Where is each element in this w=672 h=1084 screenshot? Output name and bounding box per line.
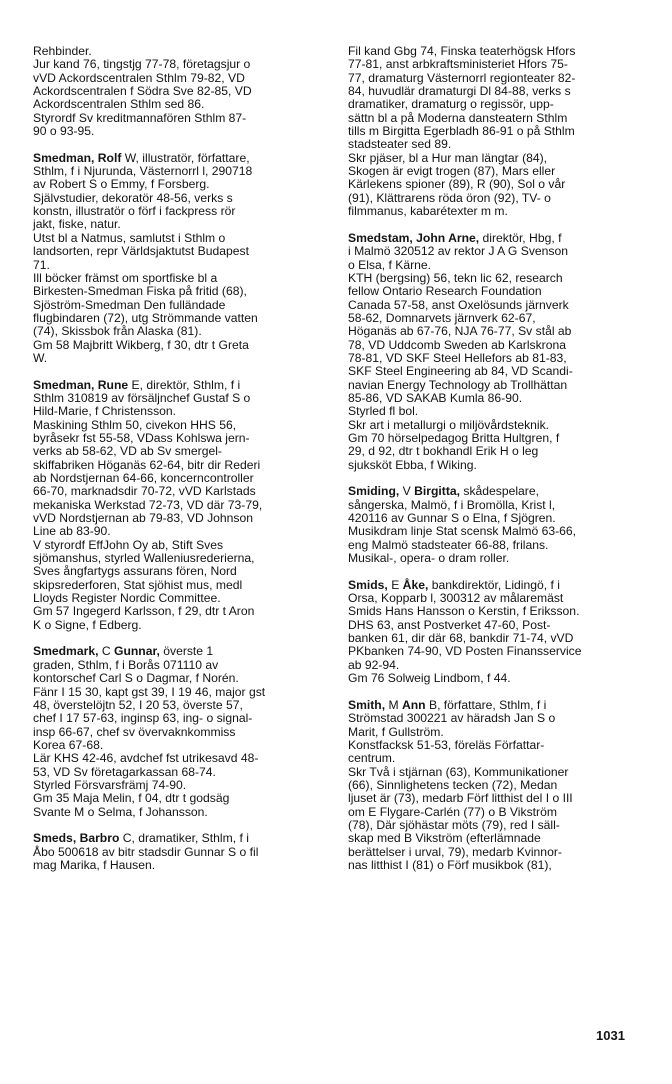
text-line xyxy=(348,365,642,378)
text-line xyxy=(348,699,642,712)
entry-surname: Smiding, xyxy=(348,484,400,499)
text-line xyxy=(33,766,327,779)
line-text: av Robert S o Emmy, f Forsberg. xyxy=(33,177,210,192)
text-line xyxy=(33,459,327,472)
line-text: Sthlm 310819 av försäljnchef Gustaf S o xyxy=(33,390,251,405)
line-text: Gm 76 Solweig Lindbom, f 44. xyxy=(348,671,511,686)
text-line xyxy=(348,539,642,552)
text-line xyxy=(33,485,327,498)
line-text: Ackordscentralen f Södra Sve 82-85, VD xyxy=(33,84,252,99)
text-line xyxy=(33,512,327,525)
text-line xyxy=(348,432,642,445)
text-line xyxy=(33,178,327,191)
text-line xyxy=(33,58,327,71)
line-text: fellow Ontario Research Foundation xyxy=(348,284,542,299)
text-line xyxy=(33,472,327,485)
entry-given-name: Rune xyxy=(97,377,129,392)
text-line xyxy=(33,806,327,819)
text-line xyxy=(33,832,327,845)
text-line xyxy=(348,859,642,872)
line-text: filmmanus, kabarétexter m m. xyxy=(348,204,508,219)
line-text: kontorschef Carl S o Dagmar, f Norén. xyxy=(33,671,239,686)
entry-given-name: M xyxy=(388,697,399,712)
text-line xyxy=(33,579,327,592)
text-line xyxy=(33,645,327,658)
text-line xyxy=(348,392,642,405)
line-text: Fänr I 15 30, kapt gst 39, I 19 46, major gst xyxy=(33,684,266,699)
line-text: banken 61, dir där 68, bankdir 71-74, vVD xyxy=(348,631,574,646)
text-line xyxy=(33,85,327,98)
entry-gap xyxy=(33,819,327,832)
text-line xyxy=(348,712,642,725)
text-line xyxy=(348,752,642,765)
line-text: Maskining Sthlm 50, civekon HHS 56, xyxy=(33,417,237,432)
line-text: Korea 67-68. xyxy=(33,737,104,752)
text-line xyxy=(348,85,642,98)
text-line xyxy=(348,325,642,338)
line-text: i Malmö 320512 av rektor J A G Svenson xyxy=(348,244,568,259)
line-text: Ackordscentralen Sthlm sed 86. xyxy=(33,97,205,112)
text-line xyxy=(348,779,642,792)
line-text: navian Energy Technology ab Trollhättan xyxy=(348,377,568,392)
text-line xyxy=(348,125,642,138)
line-text: flugbindaren (72), utg Strömmande vatten xyxy=(33,310,258,325)
line-text: nas litthist I (81) o Förf musikbok (81), xyxy=(348,857,552,872)
entry-gap xyxy=(348,472,642,485)
line-text: insp 66-67, chef sv övervaknkommiss xyxy=(33,724,236,739)
text-line xyxy=(33,259,327,272)
text-line xyxy=(348,846,642,859)
text-line xyxy=(348,379,642,392)
line-text: (74), Skissbok från Alaska (81). xyxy=(33,324,202,339)
text-line xyxy=(33,45,327,58)
line-text: sjömanshus, styrled Walleniusrederierna, xyxy=(33,551,255,566)
line-text: 66-70, marknadsdir 70-72, vVD Karlstads xyxy=(33,484,256,499)
biography-entry xyxy=(348,232,642,472)
biography-entry xyxy=(33,645,327,818)
text-line xyxy=(33,525,327,538)
line-text: PKbanken 74-90, VD Posten Finansservice xyxy=(348,644,582,659)
text-line xyxy=(348,672,642,685)
line-text: Orsa, Kopparb l, 300312 av målaremäst xyxy=(348,591,564,606)
entry-surname: Smedman, xyxy=(33,377,95,392)
entry-surname: Smids, xyxy=(348,577,388,592)
line-text: Lär KHS 42-46, avdchef fst utrikesavd 48- xyxy=(33,751,259,766)
text-line xyxy=(33,792,327,805)
line-text: vVD Nordstjernan ab 79-83, VD Johnson xyxy=(33,511,254,526)
line-text: ab Nordstjernan 64-66, koncerncontroller xyxy=(33,471,254,485)
line-text: Åbo 500618 av bitr stadsdir Gunnar S o fil xyxy=(33,844,259,859)
entry-gap xyxy=(33,365,327,378)
text-line xyxy=(33,499,327,512)
text-line xyxy=(348,178,642,191)
text-line xyxy=(33,539,327,552)
entry-gap xyxy=(33,632,327,645)
text-line xyxy=(348,739,642,752)
entry-given-name: Barbro xyxy=(79,831,120,846)
line-text: överste 1 xyxy=(159,644,214,659)
text-line xyxy=(348,806,642,819)
line-text: skådespelare, xyxy=(460,484,539,499)
text-line xyxy=(33,619,327,632)
text-line xyxy=(33,592,327,605)
text-line xyxy=(33,98,327,111)
text-line xyxy=(33,325,327,338)
entry-continuation xyxy=(33,45,327,138)
text-line xyxy=(33,312,327,325)
line-text: graden, Sthlm, f i Borås 071110 av xyxy=(33,657,219,672)
line-text: DHS 63, anst Postverket 47-60, Post- xyxy=(348,617,551,632)
line-text: konstn, illustratör o förf i fackpress rör xyxy=(33,204,236,219)
line-text: W, illustratör, författare, xyxy=(121,150,250,165)
text-line xyxy=(348,192,642,205)
entry-given-name: Rolf xyxy=(97,150,122,165)
line-text: centrum. xyxy=(348,751,396,766)
text-line xyxy=(33,285,327,298)
text-line xyxy=(348,726,642,739)
biography-entry xyxy=(348,485,642,565)
text-line xyxy=(348,339,642,352)
text-line xyxy=(33,339,327,352)
line-text: Höganäs ab 67-76, NJA 76-77, Sv stål ab xyxy=(348,324,572,339)
line-text: Styrled Försvarsfrämj 74-90. xyxy=(33,777,187,792)
text-line xyxy=(33,565,327,578)
line-text: Marit, f Gullström. xyxy=(348,724,444,739)
line-text: W. xyxy=(33,350,48,365)
line-text: Konstfacksk 51-53, föreläs Författar- xyxy=(348,737,545,752)
biography-entry xyxy=(348,699,642,872)
line-text: Styrordf Sv kreditmannafören Sthlm 87- xyxy=(33,110,247,125)
line-text: Gm 35 Maja Melin, f 04, dtr t godsäg xyxy=(33,791,230,806)
line-text: 77-81, anst arbkraftsministeriet Hfors 75- xyxy=(348,57,568,72)
line-text: Skr Två i stjärnan (63), Kommunikationer xyxy=(348,764,569,779)
text-line xyxy=(33,72,327,85)
biography-entry xyxy=(33,832,327,872)
entry-call-name: Birgitta, xyxy=(414,484,460,499)
line-text: chef I 17 57-63, inginsp 63, ing- o signal- xyxy=(33,711,253,726)
entry-surname: Smith, xyxy=(348,697,386,712)
text-line xyxy=(33,392,327,405)
line-text: E, direktör, Sthlm, f i xyxy=(128,377,241,392)
text-line xyxy=(348,152,642,165)
biography-entry xyxy=(348,579,642,686)
text-line xyxy=(33,686,327,699)
text-line xyxy=(33,739,327,752)
entry-surname: Smedstam, xyxy=(348,230,413,245)
text-line xyxy=(348,619,642,632)
line-text: C, dramatiker, Sthlm, f i xyxy=(119,831,249,846)
line-text: eng Malmö stadsteater 66-88, frilans. xyxy=(348,537,549,552)
text-line xyxy=(348,58,642,71)
line-text: 84, huvudlär dramaturgi Dl 84-88, verks s xyxy=(348,84,571,99)
line-text: Strömstad 300221 av häradsh Jan S o xyxy=(348,711,556,726)
text-line xyxy=(348,485,642,498)
line-text: 71. xyxy=(33,257,50,272)
text-line xyxy=(348,352,642,365)
line-text: B, författare, Sthlm, f i xyxy=(425,697,547,712)
line-text: Sthlm, f i Njurunda, Västernorrl l, 290718 xyxy=(33,164,253,179)
line-text: Svante M o Selma, f Johansson. xyxy=(33,804,208,819)
line-text: (66), Sinnlighetens tecken (72), Medan xyxy=(348,777,558,792)
text-line xyxy=(348,419,642,432)
entry-given-name: E xyxy=(391,577,400,592)
text-line xyxy=(348,72,642,85)
line-text: 78-81, VD SKF Steel Hellefors ab 81-83, xyxy=(348,350,567,365)
entry-surname: Smedmark, xyxy=(33,644,99,659)
text-line xyxy=(33,245,327,258)
text-line xyxy=(33,659,327,672)
line-text: Självstudier, dekoratör 48-56, verks s xyxy=(33,190,233,205)
entry-call-name: Ann xyxy=(401,697,426,712)
text-line xyxy=(348,138,642,151)
text-line xyxy=(348,605,642,618)
line-text: (91), Klättrarens röda öron (92), TV- o xyxy=(348,190,551,205)
line-text: skiffabriken Höganäs 62-64, bitr dir Rederi xyxy=(33,457,261,472)
left-column xyxy=(33,45,327,872)
text-line xyxy=(33,445,327,458)
line-text: KTH (bergsing) 56, tekn lic 62, research xyxy=(348,270,563,285)
text-line xyxy=(348,272,642,285)
text-line xyxy=(33,699,327,712)
text-line xyxy=(348,232,642,245)
line-text: mekaniska Werkstad 72-73, VD där 73-79, xyxy=(33,497,263,512)
text-line xyxy=(348,592,642,605)
entry-gap xyxy=(348,565,642,578)
text-line xyxy=(348,525,642,538)
line-text: (78), Där sjöhästar möts (79), red I säll- xyxy=(348,817,560,832)
line-text: Hild-Marie, f Christensson. xyxy=(33,404,177,419)
line-text: dramatiker, dramaturg o regissör, upp- xyxy=(348,97,554,112)
text-line xyxy=(348,459,642,472)
text-line xyxy=(33,352,327,365)
right-column xyxy=(348,45,642,872)
text-line xyxy=(33,299,327,312)
line-text: Skogen är evigt trogen (87), Mars eller xyxy=(348,164,556,179)
text-line xyxy=(348,645,642,658)
entry-surname: Smeds, xyxy=(33,831,77,846)
text-line xyxy=(348,832,642,845)
text-line xyxy=(348,512,642,525)
line-text: Sves ångfartygs assurans fören, Nord xyxy=(33,564,237,579)
text-line xyxy=(33,432,327,445)
text-line xyxy=(33,672,327,685)
line-text: 90 o 93-95. xyxy=(33,124,95,139)
line-text: Styrled fl bol. xyxy=(348,404,419,419)
text-line xyxy=(33,125,327,138)
entry-call-name: Gunnar, xyxy=(114,644,160,659)
line-text: Skr art i metallurgi o miljövårdsteknik. xyxy=(348,417,550,432)
line-text: mag Marika, f Hausen. xyxy=(33,857,156,872)
text-line xyxy=(348,98,642,111)
line-text: 29, d 92, dtr t bokhandl Erik H o leg xyxy=(348,444,539,459)
text-line xyxy=(33,218,327,231)
line-text: sättn bl a på Moderna dansteatern Sthlm xyxy=(348,110,568,125)
line-text: Gm 70 hörselpedagog Britta Hultgren, f xyxy=(348,430,560,445)
entry-given-name: John Arne, xyxy=(416,230,480,245)
line-text: Canada 57-58, anst Oxelösunds järnverk xyxy=(348,297,569,312)
line-text: Gm 57 Ingegerd Karlsson, f 29, dtr t Aron xyxy=(33,604,255,619)
line-text: 77, dramaturg Västernorrl regionteater 82- xyxy=(348,70,576,85)
line-text: jakt, fiske, natur. xyxy=(33,217,121,232)
line-text: Jur kand 76, tingstjg 77-78, företagsjur o xyxy=(33,57,251,72)
line-text: Musikdram linje Stat scensk Malmö 63-66, xyxy=(348,524,577,539)
text-line xyxy=(348,312,642,325)
line-text: Kärlekens spioner (89), R (90), Sol o vår xyxy=(348,177,566,192)
line-text: skipsrederforen, Stat sjöhist mus, medl xyxy=(33,577,243,592)
line-text: Smids Hans Hansson o Kerstin, f Eriksson. xyxy=(348,604,580,619)
text-line xyxy=(348,632,642,645)
line-text: sjuksköt Ebba, f Wiking. xyxy=(348,457,477,472)
line-text: o Elsa, f Kärne. xyxy=(348,257,432,272)
text-line xyxy=(348,445,642,458)
line-text: vVD Ackordscentralen Sthlm 79-82, VD xyxy=(33,70,245,85)
text-line xyxy=(33,552,327,565)
line-text: direktör, Hbg, f xyxy=(479,230,562,245)
entry-gap xyxy=(348,218,642,231)
line-text: Skr pjäser, bl a Hur man längtar (84), xyxy=(348,150,548,165)
text-line xyxy=(33,405,327,418)
line-text: 85-86, VD SAKAB Kumla 86-90. xyxy=(348,390,523,405)
text-line xyxy=(348,285,642,298)
line-text: 53, VD Sv företagarkassan 68-74. xyxy=(33,764,216,779)
line-text: Rehbinder. xyxy=(33,44,92,58)
biography-entry xyxy=(33,379,327,633)
entry-surname: Smedman, xyxy=(33,150,95,165)
line-text: Musikal-, opera- o dram roller. xyxy=(348,551,510,566)
text-line xyxy=(33,846,327,859)
text-line xyxy=(348,579,642,592)
line-text: Gm 58 Majbritt Wikberg, f 30, dtr t Greta xyxy=(33,337,249,352)
text-line xyxy=(348,819,642,832)
line-text: Utst bl a Natmus, samlutst i Sthlm o xyxy=(33,230,226,245)
text-line xyxy=(348,552,642,565)
text-line xyxy=(33,752,327,765)
biography-entry xyxy=(33,152,327,366)
line-text: tills m Birgitta Egerbladh 86-91 o på Sthlm xyxy=(348,124,575,139)
text-line xyxy=(348,792,642,805)
entry-given-name: V xyxy=(402,484,411,499)
text-line xyxy=(348,659,642,672)
line-text: 48, överstelöjtn 52, I 20 53, överste 57, xyxy=(33,697,243,712)
text-line xyxy=(33,419,327,432)
entry-gap xyxy=(348,686,642,699)
text-line xyxy=(33,379,327,392)
line-text: byråsekr fst 55-58, VDass Kohlswa jern- xyxy=(33,430,250,445)
text-line xyxy=(33,779,327,792)
line-text: K o Signe, f Edberg. xyxy=(33,617,142,632)
text-line xyxy=(33,205,327,218)
entry-call-name: Åke, xyxy=(402,577,429,592)
text-line xyxy=(348,259,642,272)
text-line xyxy=(348,405,642,418)
text-line xyxy=(33,859,327,872)
text-line xyxy=(33,192,327,205)
line-text: Sjöström-Smedman Den fulländade xyxy=(33,297,226,312)
text-line xyxy=(348,245,642,258)
text-line xyxy=(33,272,327,285)
line-text: ab 92-94. xyxy=(348,657,400,672)
page-number: 1031 xyxy=(596,1028,625,1043)
line-text: SKF Steel Engineering ab 84, VD Scandi- xyxy=(348,364,573,379)
text-line xyxy=(348,112,642,125)
text-line xyxy=(348,299,642,312)
line-text: Lloyds Register Nordic Committee. xyxy=(33,591,221,606)
text-line xyxy=(348,766,642,779)
line-text: Birkesten-Smedman Fiska på fritid (68), xyxy=(33,284,247,299)
line-text: sångerska, Malmö, f i Bromölla, Krist l, xyxy=(348,497,556,512)
entry-continuation xyxy=(348,45,642,218)
line-text: V styrordf EffJohn Oy ab, Stift Sves xyxy=(33,537,224,552)
line-text: om E Flygare-Carlén (77) o B Vikström xyxy=(348,804,557,819)
text-line xyxy=(33,112,327,125)
text-line xyxy=(33,152,327,165)
text-line xyxy=(33,165,327,178)
line-text: stadsteater sed 89. xyxy=(348,137,452,152)
line-text: Line ab 83-90. xyxy=(33,524,111,539)
text-line xyxy=(33,232,327,245)
text-line xyxy=(348,45,642,58)
text-line xyxy=(348,205,642,218)
line-text: Fil kand Gbg 74, Finska teaterhögsk Hfors xyxy=(348,44,576,58)
line-text: 58-62, Domnarvets järnverk 62-67, xyxy=(348,310,536,325)
line-text: ljuset är (73), medarb Förf litthist del I o III xyxy=(348,791,573,806)
line-text: 78, VD Uddcomb Sweden ab Karlskrona xyxy=(348,337,566,352)
text-line xyxy=(348,165,642,178)
entry-gap xyxy=(33,138,327,151)
line-text: skap med B Vikström (efterlämnade xyxy=(348,831,541,846)
text-line xyxy=(33,726,327,739)
text-line xyxy=(33,712,327,725)
line-text: 420116 av Gunnar S o Elna, f Sjögren. xyxy=(348,511,556,526)
line-text: bankdirektör, Lidingö, f i xyxy=(428,577,560,592)
text-line xyxy=(33,605,327,618)
line-text: Ill böcker främst om sportfiske bl a xyxy=(33,270,218,285)
line-text: verks ab 58-62, VD ab Sv smergel- xyxy=(33,444,222,459)
text-line xyxy=(348,499,642,512)
line-text: landsorten, repr Världsjaktutst Budapest xyxy=(33,244,249,259)
line-text: berättelser i urval, 79), medarb Kvinnor- xyxy=(348,844,562,859)
entry-given-name: C xyxy=(101,644,111,659)
